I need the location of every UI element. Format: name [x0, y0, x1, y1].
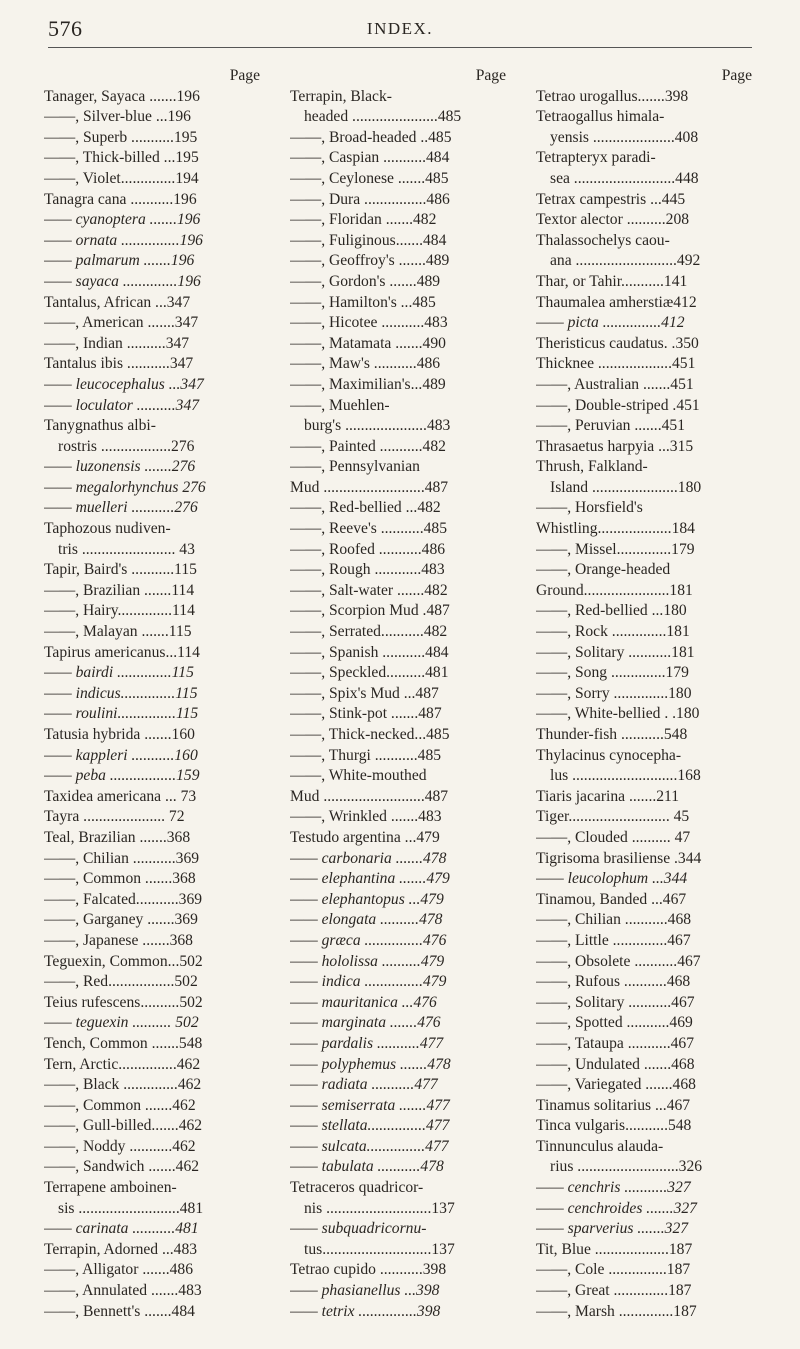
- index-entry: —— stellata...............477: [290, 1117, 450, 1135]
- index-entry: —— roulini...............115: [44, 705, 199, 723]
- index-entry: burg's .....................483: [304, 417, 451, 435]
- index-entry: Tern, Arctic...............462: [44, 1055, 201, 1073]
- index-entry: —— indica ...............479: [290, 973, 447, 991]
- index-entry: ——, Sorry ..............180: [536, 684, 692, 702]
- index-entry: ——, Ceylonese .......485: [290, 169, 449, 187]
- index-entry: ——, Japanese .......368: [44, 931, 193, 949]
- index-entry: ——, Missel..............179: [536, 540, 695, 558]
- index-entry: yensis .....................408: [550, 128, 699, 146]
- index-entry: —— mauritanica ...476: [290, 993, 437, 1011]
- index-entry: lus ...........................168: [550, 767, 701, 785]
- index-entry: —— hololissa ..........479: [290, 952, 445, 970]
- index-entry: —— tetrix ...............398: [290, 1302, 441, 1320]
- index-entry: Tetrapteryx paradi-: [536, 149, 656, 167]
- index-entry: ——, Hicotee ...........483: [290, 314, 448, 332]
- index-entry: Tigrisoma brasiliense .344: [536, 849, 702, 867]
- index-entry: ——, Wrinkled .......483: [290, 808, 442, 826]
- index-entry: Tench, Common .......548: [44, 1034, 203, 1052]
- page-title: INDEX.: [366, 19, 434, 38]
- index-entry: ——, Gull-billed.......462: [44, 1117, 203, 1135]
- index-entry: ——, Red.................502: [44, 973, 198, 991]
- index-entry: —— peba .................159: [44, 767, 200, 785]
- index-entry: ——, Roofed ...........486: [290, 540, 446, 558]
- index-entry: Terrapin, Black-: [290, 87, 392, 105]
- index-entry: ——, Orange-headed: [536, 561, 671, 579]
- index-entries: [536, 87, 756, 1323]
- index-entry: rius ..........................326: [550, 1158, 703, 1176]
- index-entry: —— bairdi ..............115: [44, 664, 194, 682]
- index-entry: ——, Malayan .......115: [44, 623, 192, 641]
- index-entry: Tapirus americanus...114: [44, 643, 200, 661]
- index-entry: Tanager, Sayaca .......196: [44, 87, 200, 105]
- index-entry: ——, Peruvian .......451: [536, 417, 685, 435]
- index-entry: ——, Noddy ...........462: [44, 1137, 196, 1155]
- index-entry: ——, Hairy..............114: [44, 602, 195, 620]
- index-entry: sea ..........................448: [550, 169, 699, 187]
- index-entry: Tit, Blue ...................187: [536, 1240, 693, 1258]
- index-entry: Whistling...................184: [536, 520, 695, 538]
- index-entry: ——, Sandwich .......462: [44, 1158, 200, 1176]
- index-column-1: [44, 66, 264, 1322]
- index-entry: —— marginata .......476: [290, 1014, 441, 1032]
- index-entry: ——, Garganey .......369: [44, 911, 198, 929]
- index-entry: ——, Brazilian .......114: [44, 581, 195, 599]
- index-entry: —— carbonaria .......478: [290, 849, 447, 867]
- index-entry: —— picta ...............412: [536, 314, 685, 332]
- index-entry: Tantalus ibis ...........347: [44, 355, 194, 373]
- page-number: 576: [48, 16, 83, 41]
- index-entry: ——, Silver-blue ...196: [44, 108, 191, 126]
- index-entry: Tetraceros quadricor-: [290, 1179, 424, 1197]
- index-entry: ——, Solitary ...........467: [536, 993, 695, 1011]
- page-header: [48, 10, 752, 50]
- index-entry: ——, Cole ...............187: [536, 1261, 691, 1279]
- index-entry: ——, Indian ..........347: [44, 334, 190, 352]
- index-entry: ——, Thick-billed ...195: [44, 149, 199, 167]
- index-entry: Teius rufescens..........502: [44, 993, 203, 1011]
- index-entry: sis ..........................481: [58, 1199, 204, 1217]
- index-entry: ——, Alligator .......486: [44, 1261, 194, 1279]
- index-entry: —— polyphemus .......478: [290, 1055, 451, 1073]
- index-entry: ——, Great ..............187: [536, 1282, 692, 1300]
- index-columns: [44, 66, 756, 1322]
- index-entry: ——, Maw's ...........486: [290, 355, 441, 373]
- index-entry: ——, Spix's Mud ...487: [290, 684, 439, 702]
- index-entry: ——, Dura ................486: [290, 190, 450, 208]
- index-entry: Teguexin, Common...502: [44, 952, 203, 970]
- index-entry: ——, Caspian ...........484: [290, 149, 450, 167]
- index-entry: —— græca ...............476: [290, 931, 447, 949]
- index-entry: ana ..........................492: [550, 252, 701, 270]
- index-entry: ——, White-mouthed: [290, 767, 427, 785]
- index-entry: ——, Floridan .......482: [290, 211, 437, 229]
- index-entry: Tinca vulgaris...........548: [536, 1117, 692, 1135]
- index-entry: ——, Australian .......451: [536, 375, 694, 393]
- index-entry: ——, Muehlen-: [290, 396, 390, 414]
- index-entry: —— leucocephalus ...347: [44, 375, 204, 393]
- index-entry: —— leucolophum ...344: [536, 870, 688, 888]
- index-entry: ——, Violet..............194: [44, 169, 199, 187]
- index-entry: rostris ..................276: [58, 437, 195, 455]
- index-entry: —— indicus..............115: [44, 684, 198, 702]
- index-entry: Testudo argentina ...479: [290, 828, 440, 846]
- index-entry: Thaumalea amherstiæ412: [536, 293, 697, 311]
- index-entry: ——, Bennett's .......484: [44, 1302, 195, 1320]
- index-entry: Thrush, Falkland-: [536, 458, 648, 476]
- index-entry: ——, Hamilton's ...485: [290, 293, 436, 311]
- index-entry: ——, Black ..............462: [44, 1076, 202, 1094]
- index-entry: Tetrao urogallus.......398: [536, 87, 689, 105]
- index-entry: ——, Spanish ...........484: [290, 643, 449, 661]
- index-entry: ——, Scorpion Mud .487: [290, 602, 450, 620]
- index-entry: Tayra ..................... 72: [44, 808, 185, 826]
- index-entry: Thrasaetus harpyia ...315: [536, 437, 694, 455]
- index-entry: —— sayaca ..............196: [44, 272, 201, 290]
- index-entry: ——, Fuliginous.......484: [290, 231, 447, 249]
- index-column-2: [290, 66, 510, 1322]
- index-entry: —— loculator ..........347: [44, 396, 200, 414]
- index-entry: Tetrax campestris ...445: [536, 190, 686, 208]
- index-entry: —— muelleri ...........276: [44, 499, 198, 517]
- index-entry: —— carinata ...........481: [44, 1220, 199, 1238]
- index-entry: Thunder-fish ...........548: [536, 726, 688, 743]
- index-entry: Tanagra cana ...........196: [44, 190, 197, 208]
- index-entry: ——, Tataupa ...........467: [536, 1034, 695, 1052]
- index-entry: Tiaris jacarina .......211: [536, 787, 680, 805]
- index-entry: Terrapene amboinen-: [44, 1179, 177, 1197]
- index-entry: —— phasianellus ...398: [290, 1282, 440, 1300]
- index-entry: Tinamou, Banded ...467: [536, 890, 687, 908]
- index-entry: Thalassochelys caou-: [536, 231, 670, 249]
- index-entry: Tinamus solitarius ...467: [536, 1096, 691, 1114]
- index-entry: ——, Rock ..............181: [536, 623, 690, 641]
- index-entry: ——, Rufous ...........468: [536, 973, 691, 991]
- index-entry: —— subquadricornu-: [290, 1220, 427, 1238]
- column-heading: Page: [229, 67, 260, 84]
- column-heading: Page: [721, 67, 752, 84]
- index-entry: Ground......................181: [536, 581, 693, 599]
- index-entry: —— elephantopus ...479: [290, 890, 444, 908]
- index-entry: Mud ..........................487: [290, 478, 449, 496]
- index-entry: Thar, or Tahir...........141: [536, 272, 688, 290]
- index-column-3: [536, 66, 756, 1322]
- index-entry: ——, Solitary ...........181: [536, 643, 695, 661]
- index-entry: Tapir, Baird's ...........115: [44, 561, 197, 579]
- index-entries: [44, 87, 264, 1323]
- index-entry: ——, Variegated .......468: [536, 1076, 696, 1094]
- index-entry: ——, Thurgi ...........485: [290, 746, 442, 764]
- index-entry: ——, Annulated .......483: [44, 1282, 202, 1300]
- index-entry: ——, Red-bellied ...482: [290, 499, 441, 517]
- index-entry: —— luzonensis .......276: [44, 458, 196, 476]
- index-entry: ——, Superb ...........195: [44, 128, 198, 146]
- index-entry: ——, Reeve's ...........485: [290, 520, 447, 538]
- index-entries: [290, 87, 510, 1323]
- index-entry: ——, Geoffroy's .......489: [290, 252, 450, 270]
- index-entry: ——, Marsh ..............187: [536, 1302, 697, 1320]
- index-entry: —— palmarum .......196: [44, 252, 195, 270]
- index-entry: ——, Undulated .......468: [536, 1055, 695, 1073]
- index-entry: Tiger.......................... 45: [536, 808, 690, 826]
- column-heading: Page: [475, 67, 506, 84]
- index-entry: Tantalus, African ...347: [44, 293, 191, 311]
- index-entry: ——, Rough ............483: [290, 561, 445, 579]
- index-entry: Textor alector ..........208: [536, 211, 690, 229]
- index-entry: ——, American .......347: [44, 314, 199, 332]
- index-entry: —— cenchris ...........327: [536, 1179, 691, 1197]
- index-entry: Teal, Brazilian .......368: [44, 828, 191, 846]
- index-entry: ——, Song ..............179: [536, 664, 689, 682]
- index-entry: ——, Obsolete ...........467: [536, 952, 701, 970]
- index-entry: —— tabulata ...........478: [290, 1158, 444, 1176]
- index-entry: Thylacinus cynocepha-: [536, 746, 682, 764]
- index-entry: nis ...........................137: [304, 1199, 455, 1217]
- index-entry: ——, Pennsylvanian: [290, 458, 420, 476]
- index-entry: tris ........................ 43: [58, 540, 195, 558]
- index-entry: ——, Salt-water .......482: [290, 581, 448, 599]
- index-entry: Theristicus caudatus. .350: [536, 334, 699, 352]
- index-entry: Taphozous nudiven-: [44, 520, 171, 538]
- index-entry: ——, Painted ...........482: [290, 437, 446, 455]
- index-entry: Tanygnathus albi-: [44, 417, 156, 435]
- index-entry: —— semiserrata .......477: [290, 1096, 450, 1114]
- index-entry: ——, Double-striped .451: [536, 396, 700, 414]
- index-entry: Tetraogallus himala-: [536, 108, 665, 126]
- index-entry: Tinnunculus alauda-: [536, 1137, 664, 1155]
- index-entry: Tatusia hybrida .......160: [44, 726, 195, 743]
- index-entry: ——, Speckled..........481: [290, 664, 449, 682]
- index-entry: —— megalorhynchus 276: [44, 478, 206, 496]
- index-entry: —— pardalis ...........477: [290, 1034, 444, 1052]
- index-entry: Taxidea americana ... 73: [44, 787, 197, 805]
- index-entry: ——, Serrated...........482: [290, 623, 448, 641]
- index-entry: —— teguexin .......... 502: [44, 1014, 199, 1032]
- index-entry: —— elephantina .......479: [290, 870, 450, 888]
- index-entry: ——, Horsfield's: [536, 499, 643, 517]
- index-entry: tus............................137: [304, 1240, 455, 1258]
- index-entry: ——, Matamata .......490: [290, 334, 446, 352]
- index-entry: —— elongata ..........478: [290, 911, 443, 929]
- index-entry: ——, Chilian ...........369: [44, 849, 200, 867]
- index-entry: ——, Falcated...........369: [44, 890, 203, 908]
- index-entry: ——, Spotted ...........469: [536, 1014, 693, 1032]
- index-entry: —— cenchroides .......327: [536, 1199, 697, 1217]
- index-entry: ——, Thick-necked...485: [290, 726, 450, 743]
- index-entry: ——, Common .......368: [44, 870, 196, 888]
- index-entry: ——, Chilian ...........468: [536, 911, 692, 929]
- index-entry: Tetrao cupido ...........398: [290, 1261, 447, 1279]
- index-entry: ——, Gordon's .......489: [290, 272, 441, 290]
- index-entry: Thicknee ...................451: [536, 355, 696, 373]
- index-entry: ——, Broad-headed ..485: [290, 128, 452, 146]
- index-entry: —— cyanoptera .......196: [44, 211, 201, 229]
- index-entry: ——, Stink-pot .......487: [290, 705, 442, 723]
- index-entry: —— kappleri ...........160: [44, 746, 198, 764]
- index-entry: Island ......................180: [550, 478, 702, 496]
- index-entry: headed ......................485: [304, 108, 462, 126]
- index-entry: Terrapin, Adorned ...483: [44, 1240, 198, 1258]
- index-entry: ——, White-bellied . .180: [536, 705, 700, 723]
- index-entry: ——, Maximilian's...489: [290, 375, 446, 393]
- header-rule: [48, 47, 752, 48]
- index-entry: —— ornata ...............196: [44, 231, 203, 249]
- index-entry: —— radiata ...........477: [290, 1076, 438, 1094]
- index-entry: ——, Red-bellied ...180: [536, 602, 687, 620]
- index-entry: ——, Common .......462: [44, 1096, 196, 1114]
- index-entry: ——, Little ..............467: [536, 931, 691, 949]
- index-entry: —— sparverius .......327: [536, 1220, 689, 1238]
- index-entry: ——, Clouded .......... 47: [536, 828, 691, 846]
- index-entry: —— sulcata...............477: [290, 1137, 449, 1155]
- index-entry: Mud ..........................487: [290, 787, 449, 805]
